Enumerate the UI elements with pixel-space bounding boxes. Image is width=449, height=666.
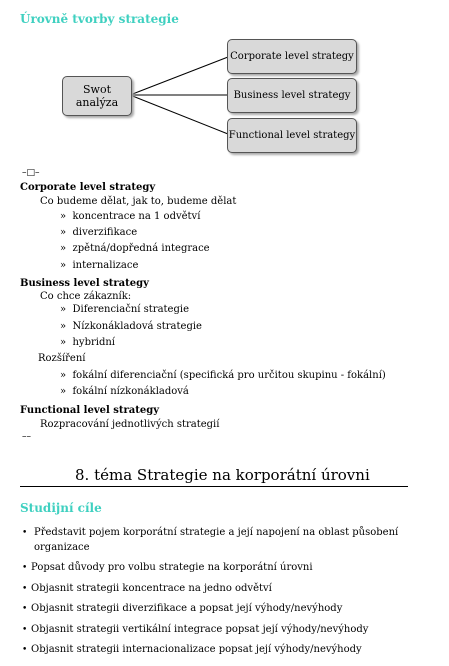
marker: –□–: [22, 168, 40, 178]
goal-item: Objasnit strategii diverzifikace a popsat její výhody/nevýhody: [31, 603, 343, 614]
chevron-icon: »: [60, 304, 67, 315]
chevron-icon: »: [60, 386, 67, 397]
swot-box: [62, 76, 132, 116]
functional-title: Functional level strategy: [20, 405, 160, 416]
chevron-icon: »: [60, 321, 67, 332]
divider: [20, 486, 408, 487]
business-intro: Co chce zákazník:: [40, 291, 132, 302]
chapter-title: 8. téma Strategie na korporátní úrovni: [75, 466, 370, 484]
list-item: » diverzifikace: [60, 227, 138, 238]
goal-item-continuation: organizace: [34, 542, 90, 553]
list-item: » fokální diferenciační (specifická pro určitou skupinu - fokální): [60, 370, 386, 381]
goal-item: Objasnit strategii internacionalizace popsat její výhody/nevýhody: [31, 644, 362, 655]
functional-box: [227, 118, 357, 153]
bullet-icon: •: [22, 563, 28, 573]
list-item: » Nízkonákladová strategie: [60, 321, 202, 332]
expansion-title: Rozšíření: [38, 353, 86, 364]
corporate-box-label: Corporate level strategy: [230, 51, 354, 62]
bullet-icon: •: [22, 528, 28, 538]
bullet-icon: •: [22, 625, 28, 635]
list-item: » zpětná/dopředná integrace: [60, 243, 210, 254]
bullet-icon: •: [22, 645, 28, 655]
chevron-icon: »: [60, 337, 67, 348]
chevron-icon: »: [60, 211, 67, 222]
list-item: » hybridní: [60, 337, 115, 348]
list-item: » internalizace: [60, 260, 139, 271]
corporate-intro: Co budeme dělat, jak to, budeme dělat: [40, 196, 237, 207]
chevron-icon: »: [60, 370, 67, 381]
functional-intro: Rozpracování jednotlivých strategií: [40, 419, 220, 430]
goal-item: Objasnit strategii vertikální integrace popsat její výhody/nevýhody: [31, 624, 369, 635]
list-item: » koncentrace na 1 odvětví: [60, 211, 201, 222]
chevron-icon: »: [60, 243, 67, 254]
corporate-title: Corporate level strategy: [20, 182, 156, 193]
functional-box-label: Functional level strategy: [228, 130, 356, 141]
bullet-icon: •: [22, 584, 28, 594]
bullet-icon: •: [22, 604, 28, 614]
goal-item: Objasnit strategii koncentrace na jedno odvětví: [31, 583, 272, 594]
list-item: » Diferenciační strategie: [60, 304, 189, 315]
list-item: » fokální nízkonákladová: [60, 386, 189, 397]
business-title: Business level strategy: [20, 278, 149, 289]
section-heading: Úrovně tvorby strategie: [20, 12, 179, 26]
chevron-icon: »: [60, 260, 67, 271]
chevron-icon: »: [60, 227, 67, 238]
goal-item: Popsat důvody pro volbu strategie na korporátní úrovni: [31, 562, 313, 573]
swot-label: Swot analýza: [75, 83, 119, 109]
goals-heading: Studijní cíle: [20, 501, 102, 515]
dashes: ––: [22, 432, 31, 442]
corporate-box: [227, 39, 357, 74]
business-box-label: Business level strategy: [233, 90, 351, 101]
business-box: [227, 78, 357, 113]
goal-item: Představit pojem korporátní strategie a její napojení na oblast působení: [34, 527, 399, 538]
